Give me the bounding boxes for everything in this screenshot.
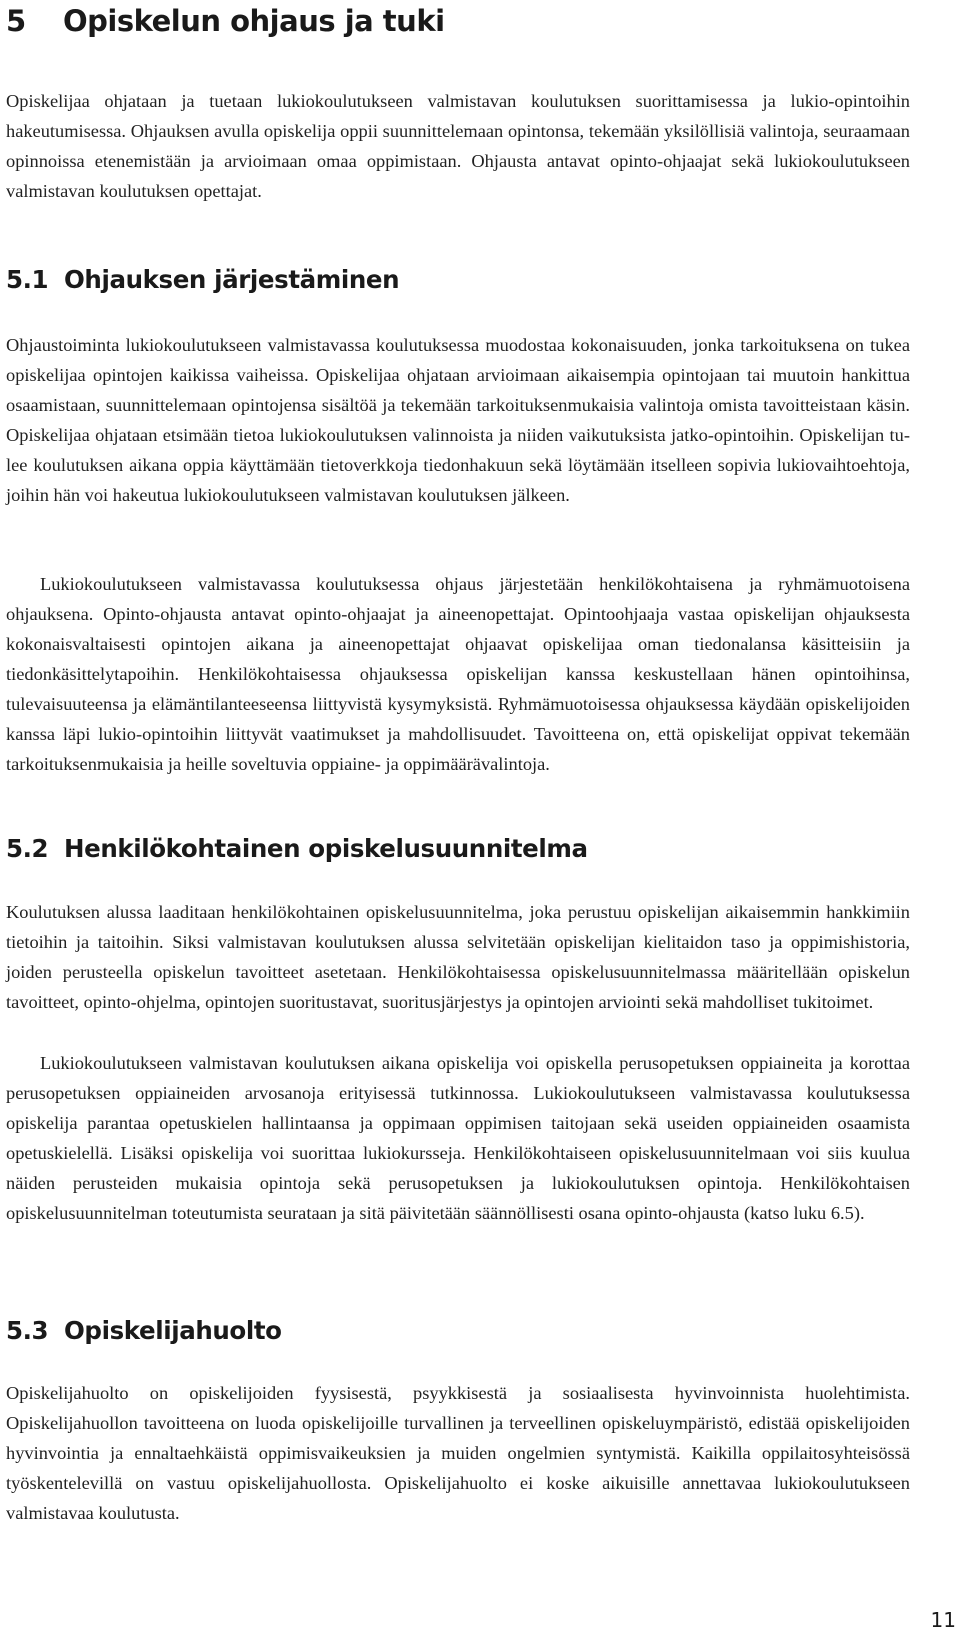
section-5-3-paragraph: Opiskelijahuolto on opiskelijoiden fyysisestä, psyykkisestä ja sosiaalisesta hyvinvoinnista huolehtimista. Opiskelijahuollon tavoitteena on luoda opiskelijoille turvallinen ja terveellinen opiskeluympäristö, edistää opiskelijoiden hyvinvointia ja ennaltaehkäistä oppimisvaikeuksien ja muiden ongelmien syntymistä. Kaikilla oppilaitosyhteisössä työskentelevillä on vastuu opiskelijahuollosta. Opiskelijahuolto ei koske aikuisille annettavaa lukiokoulutukseen valmistavaa koulutusta. (6, 1383, 910, 1523)
page-number: 11 (930, 1608, 956, 1632)
section-title: Ohjauksen järjestäminen (64, 265, 400, 294)
section-number: 5.3 (6, 1316, 49, 1345)
section-number: 5.1 (6, 265, 49, 294)
section-title: Henkilökohtainen opiskelusuunnitelma (64, 834, 588, 863)
section-number: 5 (6, 4, 26, 38)
section-5-1-paragraph-2: Lukiokoulutukseen valmistavassa koulutuksessa ohjaus järjestetään henkilökohtaisena ja ryhmämuotoisena ohjauksena. Opinto-ohjausta antavat opinto-ohjaajat ja aineenopettajat. Opintoohjaaja vastaa opiskelijan ohjauksesta kokonaisvaltaisesti opintojen aikana ja aineenopettajat ohjaavat opiskelijaa oman tiedonalansa käsitteisiin ja tiedonkäsittelytapoihin. Henkilökohtaisessa ohjauksessa opiskelijan kanssa keskustellaan hänen opintoihinsa, tulevaisuuteensa ja elämäntilanteeseensa liittyvistä kysymyksistä. Ryhmämuotoisessa ohjauksessa käydään opiskelijoiden kanssa läpi lukio-opintoihin liittyvät vaatimukset ja mahdollisuudet. Tavoitteena on, että opiskelijat oppivat tekemään tarkoituksenmukaisia ja heille soveltuvia oppiaine- ja oppimäärävalintoja. (6, 574, 910, 774)
section-number: 5.2 (6, 834, 49, 863)
section-5-heading (6, 4, 445, 38)
section-5-2-heading (6, 834, 588, 863)
section-5-3-heading (6, 1316, 282, 1345)
section-5-1-paragraph-1: Ohjaustoiminta lukiokoulutukseen valmistavassa koulutuksessa muodostaa kokonaisuuden, jonka tarkoituksena on tukea opiskelijaa opintojen kaikissa vaiheissa. Opiskelijaa ohjataan arvioimaan aikaisempia opintojaan tai muutoin hankittua osaamistaan, suunnittelemaan opintojensa sisältöä ja tekemään tarkoituksenmukaisia valintoja omista tavoitteistaan käsin. Opiskelijaa ohjataan etsimään tietoa lukiokoulutuksen valinnoista ja niiden vaikutuksista jatko-opintoihin. Opiskelijan tulee koulutuksen aikana oppia käyttämään tietoverkkoja tiedonhakuun sekä löytämään itselleen sopivia lukiovaihtoehtoja, joihin hän voi hakeutua lukiokoulutukseen valmistavan koulutuksen jälkeen. (6, 335, 910, 505)
section-5-1-heading (6, 265, 399, 294)
section-5-paragraph: Opiskelijaa ohjataan ja tuetaan lukiokoulutukseen valmistavan koulutuksen suorittamisessa ja lukio-opintoihin hakeutumisessa. Ohjauksen avulla opiskelija oppii suunnittelemaan opintonsa, tekemään yksilöllisiä valintoja, seuraamaan opinnoissa etenemistään ja arvioimaan omaa oppimistaan. Ohjausta antavat opinto-ohjaajat sekä lukiokoulutukseen valmistavan koulutuksen opettajat. (6, 91, 910, 201)
section-title: Opiskelun ohjaus ja tuki (63, 4, 445, 38)
section-title: Opiskelijahuolto (64, 1316, 282, 1345)
section-5-2-paragraph-2: Lukiokoulutukseen valmistavan koulutuksen aikana opiskelija voi opiskella perusopetuksen oppiaineita ja korottaa perusopetuksen oppiaineiden arvosanoja erityisessä tutkinnossa. Lukiokoulutukseen valmistavassa koulutuksessa opiskelija parantaa opetuskielen hallintaansa ja oppimaan oppimisen taitojaan sekä useiden oppiaineiden osaamista opetuskielellä. Lisäksi opiskelija voi suorittaa lukiokursseja. Henkilökohtaiseen opiskelusuunnitelmaan voi siis kuulua näiden perusteiden mukaisia opintoja sekä perusopetuksen ja lukiokoulutuksen opintoja. Henkilökohtaisen opiskelusuunnitelman toteutumista seurataan ja sitä päivitetään säännöllisesti osana opinto-ohjausta (katso luku 6.5). (6, 1053, 910, 1223)
section-5-2-paragraph-1: Koulutuksen alussa laaditaan henkilökohtainen opiskelusuunnitelma, joka perustuu opiskelijan aikaisemmin hankkimiin tietoihin ja taitoihin. Siksi valmistavan koulutuksen alussa selvitetään opiskelijan kielitaidon taso ja oppimishistoria, joiden perusteella opiskelun tavoitteet asetetaan. Henkilökohtaisessa opiskelusuunnitelmassa määritellään opiskelun tavoitteet, opinto-ohjelma, opintojen suoritustavat, suoritusjärjestys ja opintojen arviointi sekä mahdolliset tukitoimet. (6, 902, 910, 1012)
